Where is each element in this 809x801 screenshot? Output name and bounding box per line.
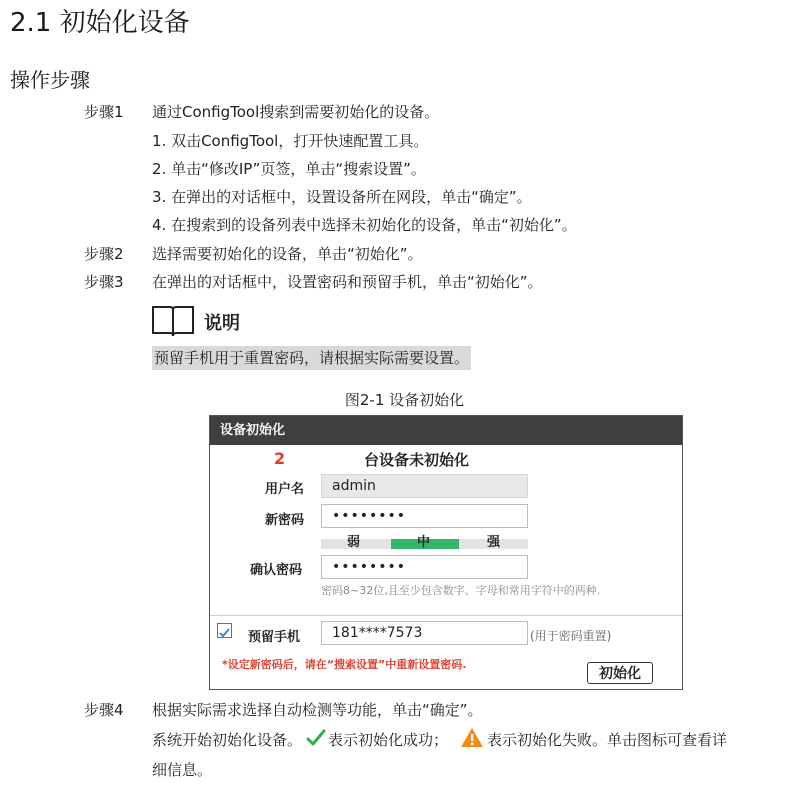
username-field: admin [321,474,528,498]
new-password-field[interactable]: •••••••• [321,504,528,528]
result-line-2: 细信息。 [152,761,213,779]
substep-3: 3. 在弹出的对话框中，设置设备所在网段，单击“确定”。 [152,188,532,206]
note-text: 预留手机用于重置密码，请根据实际需要设置。 [152,346,471,370]
initialize-button[interactable]: 初始化 [587,662,653,684]
result-line [152,727,727,752]
step-4-label: 步骤4 [84,701,124,719]
phone-label: 预留手机 [248,630,301,645]
step-2-text: 选择需要初始化的设备，单击“初始化”。 [152,245,423,263]
strength-medium-label: 中 [417,535,431,550]
strength-weak-label: 弱 [347,535,361,550]
reserve-phone-checkbox[interactable] [217,623,232,638]
confirm-password-label: 确认密码 [250,563,303,578]
step-1-label: 步骤1 [84,103,124,121]
book-icon [150,303,196,341]
confirm-password-field[interactable]: •••••••• [321,555,528,579]
username-label: 用户名 [265,482,305,497]
init-device-dialog [209,415,683,690]
warning-text: *设定新密码后，请在“搜索设置”中重新设置密码. [222,658,467,671]
step-4-text: 根据实际需求选择自动检测等功能，单击“确定”。 [152,701,483,719]
step-1-text: 通过ConfigTool搜索到需要初始化的设备。 [152,103,440,121]
step-3-label: 步骤3 [84,273,124,291]
fail-text: 表示初始化失败。单击图标可查看详 [487,731,728,749]
warning-triangle-icon [460,727,484,752]
note-header [150,304,240,340]
checkmark-icon [218,626,231,639]
note-title: 说明 [204,313,240,334]
success-check-icon [306,729,326,751]
result-prefix: 系统开始初始化设备。 [152,731,303,749]
new-password-label: 新密码 [265,513,305,528]
strength-strong-label: 强 [487,535,501,550]
substep-1: 1. 双击ConfigTool，打开快速配置工具。 [152,132,429,150]
step-3-text: 在弹出的对话框中，设置密码和预留手机，单击“初始化”。 [152,273,543,291]
figure-caption: 图2-1 设备初始化 [344,391,465,409]
dialog-headline: 台设备未初始化 [364,451,470,469]
success-text: 表示初始化成功； [328,731,449,749]
phone-field[interactable]: 181****7573 [321,621,528,645]
dialog-title: 设备初始化 [210,416,682,445]
phone-hint: (用于密码重置) [530,629,612,643]
substep-2: 2. 单击“修改IP”页签，单击“搜索设置”。 [152,160,426,178]
dialog-divider [210,615,682,616]
step-2-label: 步骤2 [84,245,124,263]
section-heading: 操作步骤 [10,68,90,92]
substep-4: 4. 在搜索到的设备列表中选择未初始化的设备，单击“初始化”。 [152,216,577,234]
uninitialized-count: 2 [274,449,286,468]
page-heading: 2.1 初始化设备 [10,8,190,38]
password-hint: 密码8~32位,且至少包含数字、字母和常用字符中的两种. [321,584,601,597]
